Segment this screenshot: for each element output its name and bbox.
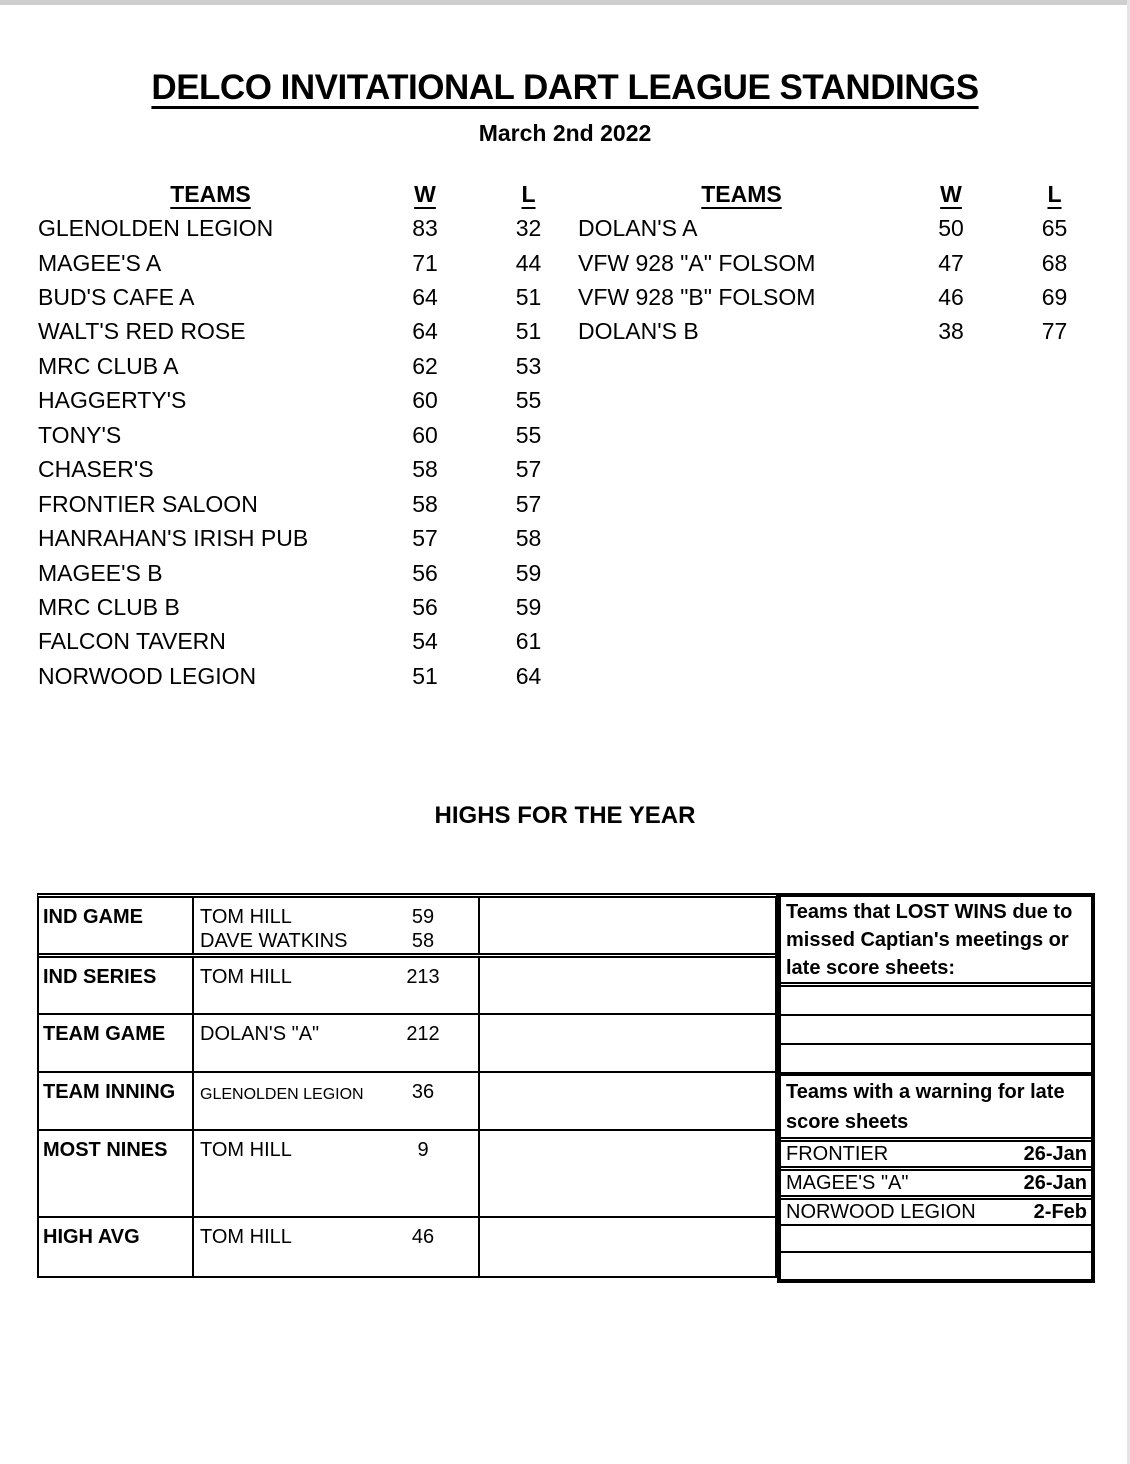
team-wins: 50 xyxy=(938,215,964,242)
warning-header: Teams with a warning for late score sheets xyxy=(781,1076,1091,1142)
highs-player: TOM HILL xyxy=(200,1139,292,1161)
team-wins: 56 xyxy=(412,559,438,586)
empty-row xyxy=(781,1226,1091,1253)
warning-row xyxy=(781,1200,1091,1226)
highs-player: TOM HILL xyxy=(200,966,292,988)
highs-category: MOST NINES xyxy=(39,1131,194,1216)
team-losses: 57 xyxy=(515,456,542,483)
empty-cell xyxy=(480,898,775,953)
highs-entry xyxy=(194,1225,478,1249)
column-header-teams: TEAMS xyxy=(170,180,251,207)
team-wins: 56 xyxy=(412,593,438,620)
team-wins: 58 xyxy=(412,490,438,517)
team-name: HAGGERTY'S xyxy=(38,387,187,414)
column-header-losses: L xyxy=(521,180,536,207)
team-losses: 55 xyxy=(515,421,542,448)
highs-entry xyxy=(194,1080,478,1107)
team-losses: 44 xyxy=(515,249,542,276)
team-wins: 60 xyxy=(412,387,438,414)
report-date: March 2nd 2022 xyxy=(478,120,652,146)
team-name: MRC CLUB A xyxy=(38,352,179,379)
team-name: HANRAHAN'S IRISH PUB xyxy=(38,525,309,552)
highs-category: TEAM GAME xyxy=(39,1015,194,1071)
team-name: VFW 928 "A" FOLSOM xyxy=(578,249,816,276)
empty-cell xyxy=(480,1015,775,1071)
page-title-text: DELCO INVITATIONAL DART LEAGUE STANDINGS xyxy=(151,68,979,107)
team-wins: 54 xyxy=(412,628,438,655)
team-losses: 68 xyxy=(1041,249,1068,276)
empty-cell xyxy=(480,1218,775,1276)
team-wins: 57 xyxy=(412,525,438,552)
warning-row xyxy=(781,1142,1091,1171)
highs-table xyxy=(37,893,777,1278)
team-wins: 58 xyxy=(412,456,438,483)
team-losses: 65 xyxy=(1041,215,1068,242)
team-losses: 59 xyxy=(515,593,542,620)
highs-entry xyxy=(194,1138,478,1162)
empty-cell xyxy=(480,1073,775,1129)
team-name: WALT'S RED ROSE xyxy=(38,318,246,345)
team-losses: 59 xyxy=(515,559,542,586)
highs-player: TOM HILL xyxy=(200,906,292,928)
team-losses: 64 xyxy=(515,662,542,689)
team-losses: 61 xyxy=(515,628,542,655)
highs-value: 58 xyxy=(411,930,435,952)
highs-category: IND SERIES xyxy=(39,958,194,1013)
highs-entry xyxy=(194,929,478,953)
team-losses: 58 xyxy=(515,525,542,552)
team-name: TONY'S xyxy=(38,421,122,448)
team-losses: 69 xyxy=(1041,284,1068,311)
warned-team: MAGEE'S "A" xyxy=(786,1172,909,1194)
team-name: MAGEE'S A xyxy=(38,249,162,276)
team-name: CHASER'S xyxy=(38,456,154,483)
team-name: VFW 928 "B" FOLSOM xyxy=(578,284,816,311)
top-edge-strip xyxy=(0,0,1130,5)
highs-player: DAVE WATKINS xyxy=(200,930,348,952)
highs-category: TEAM INNING xyxy=(39,1073,194,1129)
empty-cell xyxy=(480,1131,775,1216)
empty-row xyxy=(781,987,1091,1016)
highs-row-most-nines xyxy=(39,1131,775,1218)
team-losses: 53 xyxy=(515,352,542,379)
highs-team: DOLAN'S "A" xyxy=(200,1023,320,1045)
team-name: GLENOLDEN LEGION xyxy=(38,215,274,242)
team-wins: 64 xyxy=(412,318,438,345)
highs-entry xyxy=(194,1022,478,1046)
team-wins: 83 xyxy=(412,215,438,242)
team-name: MRC CLUB B xyxy=(38,593,180,620)
team-name: DOLAN'S B xyxy=(578,318,699,345)
empty-row xyxy=(781,1016,1091,1045)
highs-value: 212 xyxy=(406,1023,440,1045)
team-wins: 51 xyxy=(412,662,438,689)
team-losses: 55 xyxy=(515,387,542,414)
empty-row xyxy=(781,1253,1091,1278)
column-header-losses: L xyxy=(1047,180,1062,207)
warned-team: NORWOOD LEGION xyxy=(786,1201,976,1223)
team-name: MAGEE'S B xyxy=(38,559,163,586)
column-header-wins: W xyxy=(414,180,436,207)
highs-category: HIGH AVG xyxy=(39,1218,194,1276)
highs-player: TOM HILL xyxy=(200,1226,292,1248)
highs-entry xyxy=(194,905,478,929)
highs-row-ind-game xyxy=(39,898,775,958)
highs-value: 46 xyxy=(411,1226,435,1248)
empty-cell xyxy=(480,958,775,1013)
highs-category: IND GAME xyxy=(39,898,194,953)
column-header-wins: W xyxy=(940,180,962,207)
highs-entry xyxy=(194,965,478,989)
team-losses: 51 xyxy=(515,284,542,311)
warning-row xyxy=(781,1171,1091,1200)
highs-row-high-avg xyxy=(39,1218,775,1276)
lost-wins-header: Teams that LOST WINS due to missed Captian's meetings or late score sheets: xyxy=(781,897,1091,987)
team-wins: 64 xyxy=(412,284,438,311)
team-wins: 47 xyxy=(938,249,964,276)
highs-value: 36 xyxy=(411,1081,435,1103)
highs-value: 213 xyxy=(406,966,440,988)
highs-section-title: HIGHS FOR THE YEAR xyxy=(434,802,696,829)
team-name: NORWOOD LEGION xyxy=(38,662,257,689)
team-wins: 60 xyxy=(412,421,438,448)
team-wins: 38 xyxy=(938,318,964,345)
column-header-teams: TEAMS xyxy=(701,180,782,207)
team-losses: 51 xyxy=(515,318,542,345)
highs-value: 9 xyxy=(417,1139,429,1161)
empty-row xyxy=(781,1045,1091,1076)
team-name: FALCON TAVERN xyxy=(38,628,226,655)
team-name: FRONTIER SALOON xyxy=(38,490,258,517)
standings-table-right xyxy=(578,177,1112,349)
highs-team: GLENOLDEN LEGION xyxy=(200,1086,364,1103)
page-title xyxy=(0,68,1130,108)
team-losses: 57 xyxy=(515,490,542,517)
team-wins: 71 xyxy=(412,249,438,276)
warning-date: 2-Feb xyxy=(1033,1201,1087,1223)
standings-table-left xyxy=(38,177,590,694)
warned-team: FRONTIER xyxy=(786,1143,889,1165)
team-name: DOLAN'S A xyxy=(578,215,698,242)
penalty-box xyxy=(777,893,1095,1283)
team-losses: 77 xyxy=(1041,318,1068,345)
team-losses: 32 xyxy=(515,215,542,242)
highs-row-team-inning xyxy=(39,1073,775,1131)
highs-value: 59 xyxy=(411,906,435,928)
team-wins: 46 xyxy=(938,284,964,311)
team-name: BUD'S CAFE A xyxy=(38,284,195,311)
warning-date: 26-Jan xyxy=(1023,1143,1087,1165)
highs-row-team-game xyxy=(39,1015,775,1073)
team-wins: 62 xyxy=(412,352,438,379)
highs-row-ind-series xyxy=(39,958,775,1015)
warning-date: 26-Jan xyxy=(1023,1172,1087,1194)
